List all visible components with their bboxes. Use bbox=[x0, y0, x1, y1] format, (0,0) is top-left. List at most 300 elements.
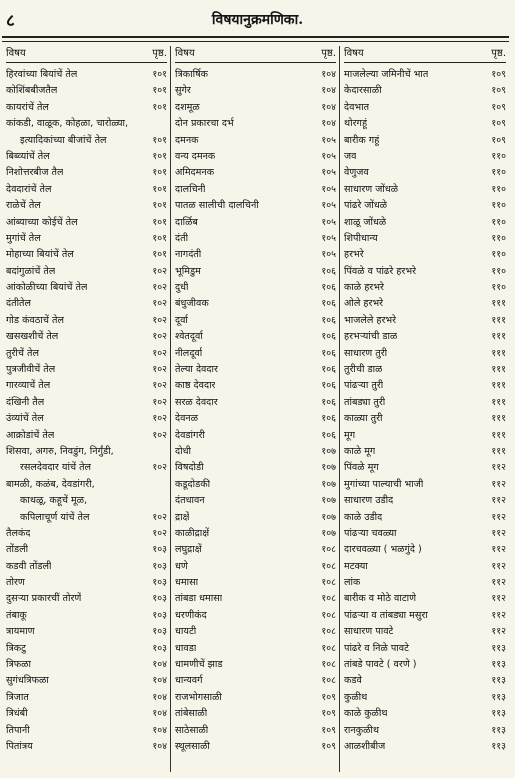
header-rule-thin bbox=[2, 41, 509, 42]
entry-list bbox=[175, 63, 336, 755]
index-entry bbox=[6, 280, 167, 296]
index-entry bbox=[6, 559, 167, 575]
index-entry bbox=[6, 444, 167, 460]
index-entry bbox=[175, 280, 336, 296]
column-header bbox=[344, 46, 506, 63]
entry-page-number: ११२ bbox=[491, 560, 506, 572]
entry-subject: पांढरे जोंधळे bbox=[344, 200, 388, 212]
entry-page-number: १०२ bbox=[152, 314, 167, 326]
entry-subject: दंतधावन bbox=[175, 495, 205, 507]
index-entry bbox=[175, 182, 336, 198]
entry-page-number: १०१ bbox=[152, 232, 167, 244]
index-entry bbox=[175, 575, 336, 591]
index-entry bbox=[175, 83, 336, 99]
entry-page-number: ११० bbox=[491, 249, 506, 261]
index-entry bbox=[6, 575, 167, 591]
entry-subject: काळे उडीद bbox=[344, 511, 383, 523]
entry-subject: शाळू जोंधळे bbox=[344, 216, 387, 228]
entry-page-number: १०३ bbox=[152, 593, 167, 605]
entry-page-number: ११२ bbox=[491, 462, 506, 474]
entry-page-number: १०४ bbox=[321, 101, 336, 113]
index-entry bbox=[6, 247, 167, 263]
entry-subject: तिपानी bbox=[6, 724, 30, 736]
index-entry bbox=[344, 739, 506, 755]
index-entry bbox=[175, 526, 336, 542]
entry-page-number: १०३ bbox=[152, 626, 167, 638]
entry-subject: कडूदोडकी bbox=[175, 478, 211, 490]
index-entry bbox=[175, 542, 336, 558]
index-entry bbox=[344, 411, 506, 427]
index-entry bbox=[6, 493, 167, 509]
entry-subject: तुरीचें तेल bbox=[6, 347, 39, 359]
entry-subject: तांबडे पावटे ( वरणे ) bbox=[344, 659, 417, 671]
entry-page-number: ११२ bbox=[491, 478, 506, 490]
entry-subject: नागदंती bbox=[175, 249, 202, 261]
index-entry bbox=[344, 149, 506, 165]
index-entry bbox=[6, 67, 167, 83]
entry-page-number: १०४ bbox=[152, 675, 167, 687]
entry-subject: विषदोडी bbox=[175, 462, 204, 474]
entry-page-number: १०६ bbox=[321, 298, 336, 310]
entry-subject: राजभोगसाळी bbox=[175, 691, 222, 703]
entry-page-number: ११० bbox=[491, 232, 506, 244]
entry-page-number: १११ bbox=[491, 331, 506, 343]
entry-subject: दुसऱ्या प्रकारचीं तोरणें bbox=[6, 593, 82, 605]
entry-subject: सुगंधत्रिफळा bbox=[6, 675, 49, 687]
index-entry bbox=[6, 100, 167, 116]
entry-page-number: १०८ bbox=[321, 577, 336, 589]
entry-page-number: ११० bbox=[491, 282, 506, 294]
index-entry bbox=[344, 673, 506, 689]
entry-page-number: १०२ bbox=[152, 265, 167, 277]
index-entry bbox=[175, 329, 336, 345]
entry-page-number: १०८ bbox=[321, 609, 336, 621]
index-entry bbox=[175, 313, 336, 329]
entry-subject: पांढऱ्या व तांबड्या मसुरा bbox=[344, 609, 428, 621]
entry-subject: दंखिनी तैल bbox=[6, 396, 45, 408]
entry-page-number: १०१ bbox=[152, 249, 167, 261]
entry-page-number: ११२ bbox=[491, 544, 506, 556]
entry-page-number: १०२ bbox=[152, 380, 167, 392]
entry-page-number: १०१ bbox=[152, 183, 167, 195]
index-entry bbox=[344, 395, 506, 411]
entry-page-number: १०५ bbox=[321, 200, 336, 212]
entry-page-number: १०८ bbox=[321, 642, 336, 654]
entry-subject: कडवे bbox=[344, 675, 362, 687]
index-entry bbox=[6, 510, 167, 526]
entry-page-number: १०६ bbox=[321, 331, 336, 343]
index-entry bbox=[344, 575, 506, 591]
entry-page-number: १०८ bbox=[321, 560, 336, 572]
entry-subject: साधारण तुरी bbox=[344, 347, 388, 359]
index-entry bbox=[175, 231, 336, 247]
index-entry bbox=[344, 100, 506, 116]
entry-page-number: १०२ bbox=[152, 347, 167, 359]
entry-page-number: १०६ bbox=[321, 413, 336, 425]
entry-page-number: १०१ bbox=[152, 216, 167, 228]
entry-page-number: १११ bbox=[491, 298, 506, 310]
entry-page-number: १०५ bbox=[321, 232, 336, 244]
entry-page-number: १०७ bbox=[321, 527, 336, 539]
index-entry bbox=[6, 296, 167, 312]
index-entry bbox=[175, 477, 336, 493]
entry-subject: कपिलाचूर्ण यांचें तेल bbox=[20, 511, 90, 523]
index-entry bbox=[344, 116, 506, 132]
entry-subject: ओले हरभरे bbox=[344, 298, 384, 310]
entry-subject: कुळीथ bbox=[344, 691, 368, 703]
index-entry bbox=[6, 592, 167, 608]
index-entry bbox=[175, 723, 336, 739]
entry-subject: त्रिफळा bbox=[6, 659, 31, 671]
entry-subject: आंकोळीच्या बियांचें तेल bbox=[6, 282, 88, 294]
entry-subject: पांढरे व निळे पावटे bbox=[344, 642, 409, 654]
entry-page-number: १०७ bbox=[321, 511, 336, 523]
subject-heading: विषय bbox=[344, 48, 364, 59]
entry-subject: हिरवांच्या बियांचें तेल bbox=[6, 68, 78, 80]
index-entry bbox=[175, 296, 336, 312]
index-entry bbox=[344, 329, 506, 345]
entry-subject: त्रायमाण bbox=[6, 626, 35, 638]
entry-subject: बिब्व्यांचें तेल bbox=[6, 150, 50, 162]
index-entry bbox=[6, 133, 167, 149]
entry-subject: राळेचें तेल bbox=[6, 200, 41, 212]
entry-subject: कायरांचें तेल bbox=[6, 101, 49, 113]
entry-page-number: १०३ bbox=[152, 560, 167, 572]
index-entry bbox=[175, 444, 336, 460]
entry-subject: उंव्यांचें तेल bbox=[6, 413, 44, 425]
entry-subject: बामळी, कळंब, देवडांगरी, bbox=[6, 478, 95, 490]
entry-page-number: १०८ bbox=[321, 626, 336, 638]
entry-subject: इत्यादिकांच्या बीजांचें तेल bbox=[20, 134, 107, 146]
entry-page-number: १०४ bbox=[152, 708, 167, 720]
index-entry bbox=[344, 477, 506, 493]
entry-page-number: १०२ bbox=[152, 462, 167, 474]
index-entry bbox=[6, 313, 167, 329]
entry-subject: पातळ सालीची दालचिनी bbox=[175, 200, 259, 212]
index-entry bbox=[344, 67, 506, 83]
index-entry bbox=[175, 395, 336, 411]
index-entry bbox=[344, 510, 506, 526]
entry-page-number: ११२ bbox=[491, 593, 506, 605]
index-entry bbox=[344, 215, 506, 231]
entry-subject: निशोत्तरबीज तैल bbox=[6, 167, 64, 179]
entry-page-number: १०४ bbox=[152, 724, 167, 736]
index-entry bbox=[175, 460, 336, 476]
entry-page-number: १०२ bbox=[152, 396, 167, 408]
entry-page-number: १०३ bbox=[152, 544, 167, 556]
entry-page-number: १०५ bbox=[321, 167, 336, 179]
entry-subject: काष्ठ देवदार bbox=[175, 380, 216, 392]
index-entry bbox=[344, 313, 506, 329]
index-entry bbox=[175, 592, 336, 608]
entry-page-number: १११ bbox=[491, 396, 506, 408]
entry-page-number: ११० bbox=[491, 150, 506, 162]
index-entry bbox=[175, 264, 336, 280]
entry-subject: तेल्या देवदार bbox=[175, 364, 218, 376]
index-entry bbox=[6, 116, 167, 132]
entry-subject: तंबाकू bbox=[6, 609, 27, 621]
entry-page-number: १०६ bbox=[321, 265, 336, 277]
entry-page-number: १०५ bbox=[321, 134, 336, 146]
index-column-1 bbox=[2, 46, 171, 772]
entry-subject: माजलेल्या जमिनीचें भात bbox=[344, 68, 429, 80]
column-header bbox=[175, 46, 336, 63]
index-entry bbox=[344, 657, 506, 673]
index-entry bbox=[344, 165, 506, 181]
entry-page-number: ११२ bbox=[491, 577, 506, 589]
index-entry bbox=[344, 690, 506, 706]
index-entry bbox=[344, 526, 506, 542]
entry-page-number: ११० bbox=[491, 265, 506, 277]
entry-subject: धमासा bbox=[175, 577, 199, 589]
index-entry bbox=[344, 493, 506, 509]
entry-page-number: १०८ bbox=[321, 544, 336, 556]
entry-page-number: १०९ bbox=[491, 134, 506, 146]
index-column-2 bbox=[171, 46, 340, 772]
header-rule-thick bbox=[2, 36, 509, 38]
entry-page-number: १११ bbox=[491, 314, 506, 326]
entry-page-number: ११३ bbox=[491, 659, 506, 671]
entry-subject: धान्यवर्ग bbox=[175, 675, 203, 687]
entry-page-number: १०९ bbox=[321, 724, 336, 736]
entry-page-number: १११ bbox=[491, 347, 506, 359]
index-entry bbox=[6, 329, 167, 345]
index-entry bbox=[6, 723, 167, 739]
entry-page-number: १०७ bbox=[321, 495, 336, 507]
entry-page-number: ११३ bbox=[491, 741, 506, 752]
entry-page-number: ११० bbox=[491, 167, 506, 179]
entry-subject: कडवी तोंडली bbox=[6, 560, 52, 572]
entry-subject: आंब्याच्या कोईचें तेल bbox=[6, 216, 78, 228]
entry-subject: अमिदमनक bbox=[175, 167, 215, 179]
entry-page-number: ११३ bbox=[491, 691, 506, 703]
entry-subject: बदांगुळांचें तेल bbox=[6, 265, 56, 277]
entry-page-number: १०५ bbox=[321, 249, 336, 261]
page-heading: पृष्ठ. bbox=[491, 48, 506, 59]
entry-page-number: १०५ bbox=[321, 183, 336, 195]
entry-page-number: १०४ bbox=[321, 68, 336, 80]
entry-subject: पुत्रजीवीचें तेल bbox=[6, 364, 56, 376]
entry-subject: भूमिडुम bbox=[175, 265, 201, 277]
entry-page-number: ११२ bbox=[491, 527, 506, 539]
entry-page-number: ११२ bbox=[491, 495, 506, 507]
entry-subject: केदारसाळी bbox=[344, 85, 382, 97]
entry-subject: लांक bbox=[344, 577, 361, 589]
entry-list bbox=[6, 63, 167, 755]
entry-subject: मटक्या bbox=[344, 560, 368, 572]
entry-subject: धरणीकंद bbox=[175, 609, 207, 621]
entry-subject: त्रिकार्षिक bbox=[175, 68, 209, 80]
entry-page-number: ११३ bbox=[491, 675, 506, 687]
entry-subject: वेणुजव bbox=[344, 167, 369, 179]
subject-heading: विषय bbox=[6, 48, 26, 59]
entry-subject: देवभात bbox=[344, 101, 370, 113]
subject-heading: विषय bbox=[175, 48, 195, 59]
index-entry bbox=[344, 231, 506, 247]
entry-subject: कोशिंबबीजतैल bbox=[6, 85, 58, 97]
index-entry bbox=[344, 428, 506, 444]
entry-subject: काळे मूग bbox=[344, 445, 376, 457]
entry-page-number: १०६ bbox=[321, 380, 336, 392]
entry-subject: काथळू, कहूचें मूळ, bbox=[20, 495, 88, 507]
entry-page-number: १०१ bbox=[152, 85, 167, 97]
entry-page-number: ११० bbox=[491, 200, 506, 212]
index-entry bbox=[175, 739, 336, 755]
entry-page-number: १०५ bbox=[321, 150, 336, 162]
index-entry bbox=[6, 83, 167, 99]
entry-page-number: १०९ bbox=[491, 118, 506, 130]
entry-subject: शिसवा, अगरु, निवडुंग, निर्गुंडी, bbox=[6, 445, 114, 457]
entry-page-number: १०३ bbox=[152, 642, 167, 654]
index-entry bbox=[344, 460, 506, 476]
entry-page-number: १०१ bbox=[152, 101, 167, 113]
entry-subject: गारव्याचें तेल bbox=[6, 380, 51, 392]
entry-subject: हरभरे bbox=[344, 249, 364, 261]
entry-subject: मोहाच्या बियांचें तेल bbox=[6, 249, 74, 261]
entry-subject: बंधुजीवक bbox=[175, 298, 209, 310]
entry-page-number: १०२ bbox=[152, 282, 167, 294]
entry-page-number: १०५ bbox=[321, 216, 336, 228]
entry-subject: जव bbox=[344, 150, 357, 162]
index-entry bbox=[344, 559, 506, 575]
entry-page-number: १०२ bbox=[152, 527, 167, 539]
entry-subject: देवदारांचें तेल bbox=[6, 183, 52, 195]
entry-subject: दोन प्रकारचा दर्भ bbox=[175, 118, 234, 130]
index-entry bbox=[344, 706, 506, 722]
entry-subject: काळे हरभरे bbox=[344, 282, 384, 294]
entry-page-number: १०६ bbox=[321, 396, 336, 408]
index-entry bbox=[344, 641, 506, 657]
index-entry bbox=[6, 624, 167, 640]
entry-subject: काळे कुळीथ bbox=[344, 708, 388, 720]
index-entry bbox=[344, 624, 506, 640]
entry-page-number: १०४ bbox=[321, 118, 336, 130]
index-entry bbox=[344, 723, 506, 739]
index-entry bbox=[6, 477, 167, 493]
entry-subject: पिंवळे मूग bbox=[344, 462, 379, 474]
index-entry bbox=[175, 198, 336, 214]
entry-page-number: १०६ bbox=[321, 347, 336, 359]
entry-page-number: ११२ bbox=[491, 609, 506, 621]
entry-subject: मुगांच्या पाल्याची भाजी bbox=[344, 478, 424, 490]
index-entry bbox=[6, 411, 167, 427]
entry-page-number: १०९ bbox=[321, 691, 336, 703]
index-entry bbox=[6, 362, 167, 378]
entry-page-number: १०९ bbox=[491, 68, 506, 80]
index-column-3 bbox=[340, 46, 509, 772]
index-entry bbox=[175, 608, 336, 624]
entry-subject: रसलदेवदार यांचें तेल bbox=[20, 462, 92, 474]
entry-subject: साधारण पावटे bbox=[344, 626, 394, 638]
index-entry bbox=[175, 116, 336, 132]
entry-page-number: १०८ bbox=[321, 593, 336, 605]
entry-page-number: १०१ bbox=[152, 167, 167, 179]
entry-subject: काळ्या तुरी bbox=[344, 413, 383, 425]
entry-subject: खसखशीचें तेल bbox=[6, 331, 59, 343]
entry-page-number: १११ bbox=[491, 380, 506, 392]
entry-page-number: १०६ bbox=[321, 314, 336, 326]
entry-subject: त्रिजात bbox=[6, 691, 29, 703]
entry-page-number: १०१ bbox=[152, 200, 167, 212]
index-entry bbox=[6, 641, 167, 657]
entry-subject: दूर्वा bbox=[175, 314, 188, 326]
entry-subject: हरभऱ्यांची डाळ bbox=[344, 331, 398, 343]
index-entry bbox=[6, 657, 167, 673]
index-entry bbox=[6, 182, 167, 198]
index-entry bbox=[175, 428, 336, 444]
entry-page-number: १०२ bbox=[152, 429, 167, 441]
index-entry bbox=[175, 67, 336, 83]
entry-subject: धायटी bbox=[175, 626, 197, 638]
entry-page-number: ११२ bbox=[491, 626, 506, 638]
entry-page-number: १०८ bbox=[321, 675, 336, 687]
index-entry bbox=[175, 165, 336, 181]
entry-page-number: १०९ bbox=[491, 101, 506, 113]
index-entry bbox=[175, 624, 336, 640]
entry-subject: स्थूलसाळी bbox=[175, 741, 210, 752]
index-entry bbox=[175, 559, 336, 575]
entry-subject: बारीक व मोठे वाटाणे bbox=[344, 593, 417, 605]
index-entry bbox=[175, 641, 336, 657]
index-entry bbox=[344, 608, 506, 624]
entry-subject: मूग bbox=[344, 429, 356, 441]
entry-subject: दमनक bbox=[175, 134, 199, 146]
entry-subject: बारीक गहूं bbox=[344, 134, 380, 146]
index-entry bbox=[344, 182, 506, 198]
entry-subject: कांकडी, वाळूक, कोहळा, चारोळ्या, bbox=[6, 118, 129, 130]
entry-subject: सरळ देवदार bbox=[175, 396, 218, 408]
entry-page-number: १०२ bbox=[152, 331, 167, 343]
entry-page-number: १०६ bbox=[321, 429, 336, 441]
index-entry bbox=[6, 690, 167, 706]
index-entry bbox=[344, 247, 506, 263]
index-entry bbox=[6, 231, 167, 247]
entry-subject: दार्ळिब bbox=[175, 216, 198, 228]
index-columns bbox=[2, 46, 510, 772]
entry-subject: पांढऱ्या तुरी bbox=[344, 380, 384, 392]
entry-subject: वन्य दमनक bbox=[175, 150, 216, 162]
entry-page-number: १०७ bbox=[321, 478, 336, 490]
entry-page-number: ११३ bbox=[491, 724, 506, 736]
entry-subject: धणे bbox=[175, 560, 188, 572]
entry-page-number: ११३ bbox=[491, 642, 506, 654]
index-entry bbox=[344, 444, 506, 460]
index-entry bbox=[344, 296, 506, 312]
entry-page-number: १०१ bbox=[152, 150, 167, 162]
entry-subject: नीलदूर्वा bbox=[175, 347, 203, 359]
entry-page-number: १०३ bbox=[152, 609, 167, 621]
entry-page-number: १०३ bbox=[152, 577, 167, 589]
entry-subject: दंतीतेल bbox=[6, 298, 32, 310]
entry-subject: साधारण जोंधळे bbox=[344, 183, 399, 195]
index-entry bbox=[175, 346, 336, 362]
page-number: ८ bbox=[6, 11, 15, 31]
entry-page-number: १०१ bbox=[152, 68, 167, 80]
entry-subject: लघुद्राक्षें bbox=[175, 544, 202, 556]
index-entry bbox=[344, 83, 506, 99]
page-heading: पृष्ठ. bbox=[321, 48, 336, 59]
entry-page-number: १०२ bbox=[152, 364, 167, 376]
index-entry bbox=[175, 493, 336, 509]
entry-page-number: १११ bbox=[491, 429, 506, 441]
index-entry bbox=[6, 526, 167, 542]
index-entry bbox=[175, 510, 336, 526]
entry-page-number: १०२ bbox=[152, 511, 167, 523]
index-entry bbox=[344, 346, 506, 362]
index-entry bbox=[175, 149, 336, 165]
entry-subject: भाजलेले हरभरे bbox=[344, 314, 397, 326]
index-entry bbox=[344, 378, 506, 394]
